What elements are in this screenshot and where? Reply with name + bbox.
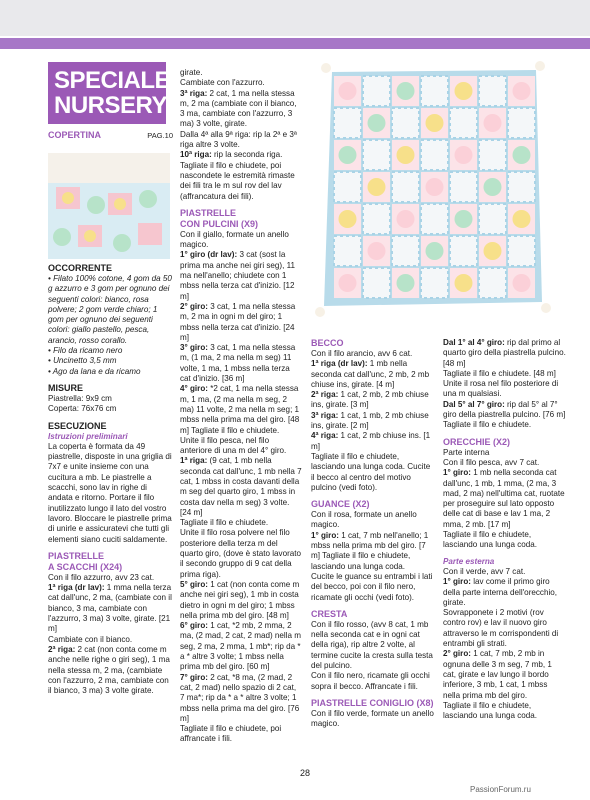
coniglio-intro: Con il filo verde, formate un anello magico.	[311, 708, 434, 729]
pulcini-intro: Con il giallo, formate un anello magico.	[180, 229, 289, 250]
riga4: Dalla 4ª alla 9ª riga: rip la 2ª e 3ª riga altre 3 volte.	[180, 129, 297, 150]
left-column	[48, 263, 173, 696]
riga2: 2ª riga: 2 cat (non conta come m anche nelle righe o giri seg), 1 ma nella stessa m, 2 ma, (cambiate con l'azzurro, 2 ma, cambiate con il bianco, 3 ma) 3 volte girate.	[48, 644, 170, 696]
becco-2: 2ª riga: 1 cat, 2 mb, 2 mb chiuse ins, girate. [3 m]	[311, 390, 429, 410]
piastrelle-heading-1: PIASTRELLE	[48, 550, 105, 561]
mid-p4: Tagliate il filo e chiudete.	[180, 518, 269, 528]
r2-p1: Tagliate il filo e chiudete. [48 m]	[443, 368, 556, 378]
right-column-1	[311, 338, 434, 730]
occorrente-item-3: • Uncinetto 3,5 mm	[48, 356, 117, 366]
occorrente-item-2: • Filo da ricamo nero	[48, 346, 123, 356]
top-gray-band	[0, 0, 590, 36]
section-title-box	[48, 62, 171, 124]
misure-1: Piastrella: 9x9 cm	[48, 393, 112, 403]
dal5: Dal 5° al 7° giro: rip dal 5° al 7° giro della piastrella pulcino. [76 m]	[443, 399, 566, 420]
giro3: 3° giro: 3 cat, 1 ma nella stessa m, (1 ma, 2 ma nella m seg) 11 volte, 1 ma, 1 mbss nella terza cat d'inizio. [36 m]	[180, 343, 296, 384]
blanket-photo	[48, 153, 170, 259]
giro6: 6° giro: 1 cat, *2 mb, 2 mma, 2 ma, (2 mad, 2 cat, 2 mad) nella m seg, 2 ma, 2 mma, 1 mb*; rip da * a * altre 3 volte; 1 mbss nella prima mb del giro. [60 m]	[180, 621, 302, 672]
riga1: 1ª riga (dr lav): 1 mma nella terza cat dall'unc, 2 ma, (cambiate con il bianco, 3 ma, cambiate con l'azzurro, 3 ma) 3 volte, girate. [21 m]	[48, 583, 172, 634]
mid-p2: Cambiate con l'azzurro.	[180, 78, 265, 88]
riga-1: 1ª riga: (9 cat, 1 mb nella seconda cat dall'unc, 1 mb nella 7 cat, 1 mbss in costa davanti della m seg del quarto giro, 1 mbss in costa dav nella m seg) 3 volte. [24 m]	[180, 456, 302, 517]
giro2: 2° giro: 3 cat, 1 ma nella stessa m, 2 ma in ogni m del giro; 1 mbss nella terza cat d'inizio. [24 m]	[180, 301, 296, 342]
occorrente-item-4: • Ago da lana e da ricamo	[48, 366, 141, 376]
cresta-text: Con il filo rosso, (avv 8 cat, 1 mb nella seconda cat e in ogni cat della riga), rip altre 2 volte, al termine cucite la cresta sulla testa del pulcino.	[311, 619, 433, 671]
misure-heading: MISURE	[48, 382, 84, 393]
purple-band	[0, 38, 590, 49]
page-ref: PAG.10	[147, 131, 173, 140]
riga1b: Cambiate con il bianco.	[48, 634, 133, 644]
occorrente-heading: OCCORRENTE	[48, 263, 113, 273]
pulcini-heading-1: PIASTRELLE	[180, 207, 237, 218]
title-line-1: SPECIALE	[54, 67, 171, 94]
giro7: 7° giro: 2 cat, *8 ma, (2 mad, 2 cat, 2 mad) nello spazio di 2 cat, 7 ma*; rip da * a * altre 3 volte; 1 mbss nella prima ma del giro. [76 m]	[180, 672, 300, 723]
mid-p6: Tagliate il filo e chiudete, poi affrancate i fili.	[180, 724, 282, 744]
watermark: PassionForum.ru	[470, 785, 531, 794]
cresta-text-2: Con il filo nero, ricamate gli occhi sopra il becco. Affrancate i fili.	[311, 671, 430, 691]
becco-intro: Con il filo arancio, avv 6 cat.	[311, 349, 413, 358]
guance-2: Cucite le guance su entrambi i lati del becco, poi con il filo nero, ricamate gli occhi (vedi foto).	[311, 571, 433, 602]
dal1: Dal 1° al 4° giro: rip dal primo al quarto giro della piastrella pulcino. [48 m]	[443, 338, 566, 368]
esterna-intro: Con il verde, avv 7 cat.	[443, 566, 526, 576]
left-column-top	[48, 130, 173, 144]
misure-2: Coperta: 76x76 cm	[48, 404, 117, 414]
r2-p2: Unite il rosa nel filo posteriore di una m qualsiasi.	[443, 379, 559, 399]
coniglio-heading: PIASTRELLE CONIGLIO (X8)	[311, 697, 434, 708]
giro1: 1° giro (dr lav): 3 cat (sost la prima ma anche nei giri seg), 11 ma nell'anello; chiudete con 1 mbss nella terza cat d'inizio. [12 m]	[180, 250, 296, 301]
becco-5: Tagliate il filo e chiudete, lasciando una lunga coda. Cucite il becco al centro del motivo pulcino (vedi foto).	[311, 451, 431, 492]
piastrelle-heading-2: A SCACCHI (X24)	[48, 561, 123, 572]
riga10: 10ª riga: rip la seconda riga. Tagliate il filo e chiudete, poi nascondete le estremità rimaste dei fili tra le m sul rov del lav (affrancatura dei fili).	[180, 150, 295, 201]
becco-4: 4ª riga: 1 cat, 2 mb chiuse ins. [1 m]	[311, 431, 431, 451]
guance-intro: Con il rosa, formate un anello magico.	[311, 510, 417, 530]
page-number: 28	[300, 768, 311, 778]
r2-p3: Tagliate il filo e chiudete.	[443, 420, 532, 430]
giro5: 5° giro: 1 cat (non conta come m anche nei giri seg), 1 mb in costa dietro in ogni m del giro; 1 mbss nella prima mb del giro. [48 m]	[180, 579, 300, 620]
mid-p5: Unite il filo rosa polvere nel filo posteriore della terza m del quarto giro, (dove è stato lavorato il secondo gruppo di 9 cat della prima riga).	[180, 528, 302, 579]
cresta-heading: CRESTA	[311, 608, 348, 619]
pulcini-heading-2: CON PULCINI (X9)	[180, 218, 259, 229]
giro4: 4° giro: *2 cat, 1 ma nella stessa m, 1 ma, (2 ma nella m seg, 2 ma) 11 volte, 2 ma nella m seg; 1 mbss nella prima ma del giro. [48 m] Tagliate il filo e chiudete.	[180, 384, 300, 435]
becco-3: 3ª riga: 1 cat, 1 mb, 2 mb chiuse ins, girate. [2 m]	[311, 410, 429, 431]
becco-heading: BECCO	[311, 338, 344, 348]
esterna-2: Sovrapponete i 2 motivi (rov contro rov) e lav il nuovo giro attraverso le m corrispondenti di entrambi gli strati.	[443, 608, 559, 649]
esterna-3: 2° giro: 1 cat, 7 mb, 2 mb in ognuna delle 3 m seg, 7 mb, 1 cat, girate e lav lungo il bordo inferiore, 3 mb, 1 cat, 1 mbss nella prima mb del giro.	[443, 649, 552, 700]
esecuzione-heading: ESECUZIONE	[48, 420, 107, 431]
section-copertina: COPERTINA	[48, 130, 102, 140]
orecchie-heading: ORECCHIE (X2)	[443, 436, 511, 447]
guance-heading: GUANCE (X2)	[311, 499, 370, 510]
orecchie-sub: Parte interna	[443, 447, 490, 457]
esterna-4: Tagliate il filo e chiudete, lasciando una lunga coda.	[443, 700, 538, 721]
occorrente-item-1: • Filato 100% cotone, 4 gom da 50 g azzurro e 3 gom per ognuno dei seguenti colori: bianco, rosa polvere; 2 gom verde chiaro; 1 gom per ognuno dei seguenti colori: giallo pastello, pesca, arancio, rosso corallo.	[48, 274, 172, 345]
istruzioni-heading: Istruzioni preliminari	[48, 431, 128, 441]
guance-1: 1° giro: 1 cat, 7 mb nell'anello; 1 mbss nella prima mb del giro. [7 m] Tagliate il filo e chiudete, lasciando una lunga coda.	[311, 530, 429, 571]
orecchie-2: Tagliate il filo e chiudete, lasciando una lunga coda.	[443, 530, 538, 550]
right-column-2	[443, 338, 566, 721]
mid-p1: girate.	[180, 68, 203, 77]
becco-1: 1ª riga (dr lav): 1 mb nella seconda cat dall'unc, 2 mb, 2 mb chiuse ins, girate. [4 m]	[311, 359, 430, 389]
istruzioni-text: La coperta è formata da 49 piastrelle, disposte in una griglia di 7x7 e unite insieme con una cucitura a mb. Le piastrelle a scacchi, sono lav in righe di andata e ritorno. Portare il filo inutilizzato lungo il lato del vostro lavoro. Bloccare le piastrelle prima di unirle e assicuratevi che tutti gli elementi siano cuciti saldamente.	[48, 441, 172, 544]
blanket-illustration	[310, 58, 552, 318]
riga3: 3ª riga: 2 cat, 1 ma nella stessa m, 2 ma (cambiate con il bianco, 3 ma, cambiate con l'azzurro, 3 ma) 3 volte, girate.	[180, 88, 297, 129]
middle-column	[180, 68, 302, 745]
mid-p3: Unite il filo pesca, nel filo anteriore di una m del 4° giro.	[180, 435, 287, 456]
title-line-2: NURSERY	[54, 92, 167, 119]
esterna-1: 1° giro: lav come il primo giro della parte interna dell'orecchio, girate.	[443, 577, 558, 607]
orecchie-intro: Con il filo pesca, avv 7 cat.	[443, 457, 540, 467]
esterna-heading: Parte esterna	[443, 556, 495, 566]
piastrelle-intro: Con il filo azzurro, avv 23 cat.	[48, 572, 155, 582]
orecchie-1: 1° giro: 1 mb nella seconda cat dall'unc, 1 mb, 1 mma, (2 ma, 3 mad, 2 ma) nell'ultima cat, ruotate per proseguire sul lato opposto delle cat di base e lav 1 ma, 2 mma, 2 mb. [17 m]	[443, 468, 565, 529]
